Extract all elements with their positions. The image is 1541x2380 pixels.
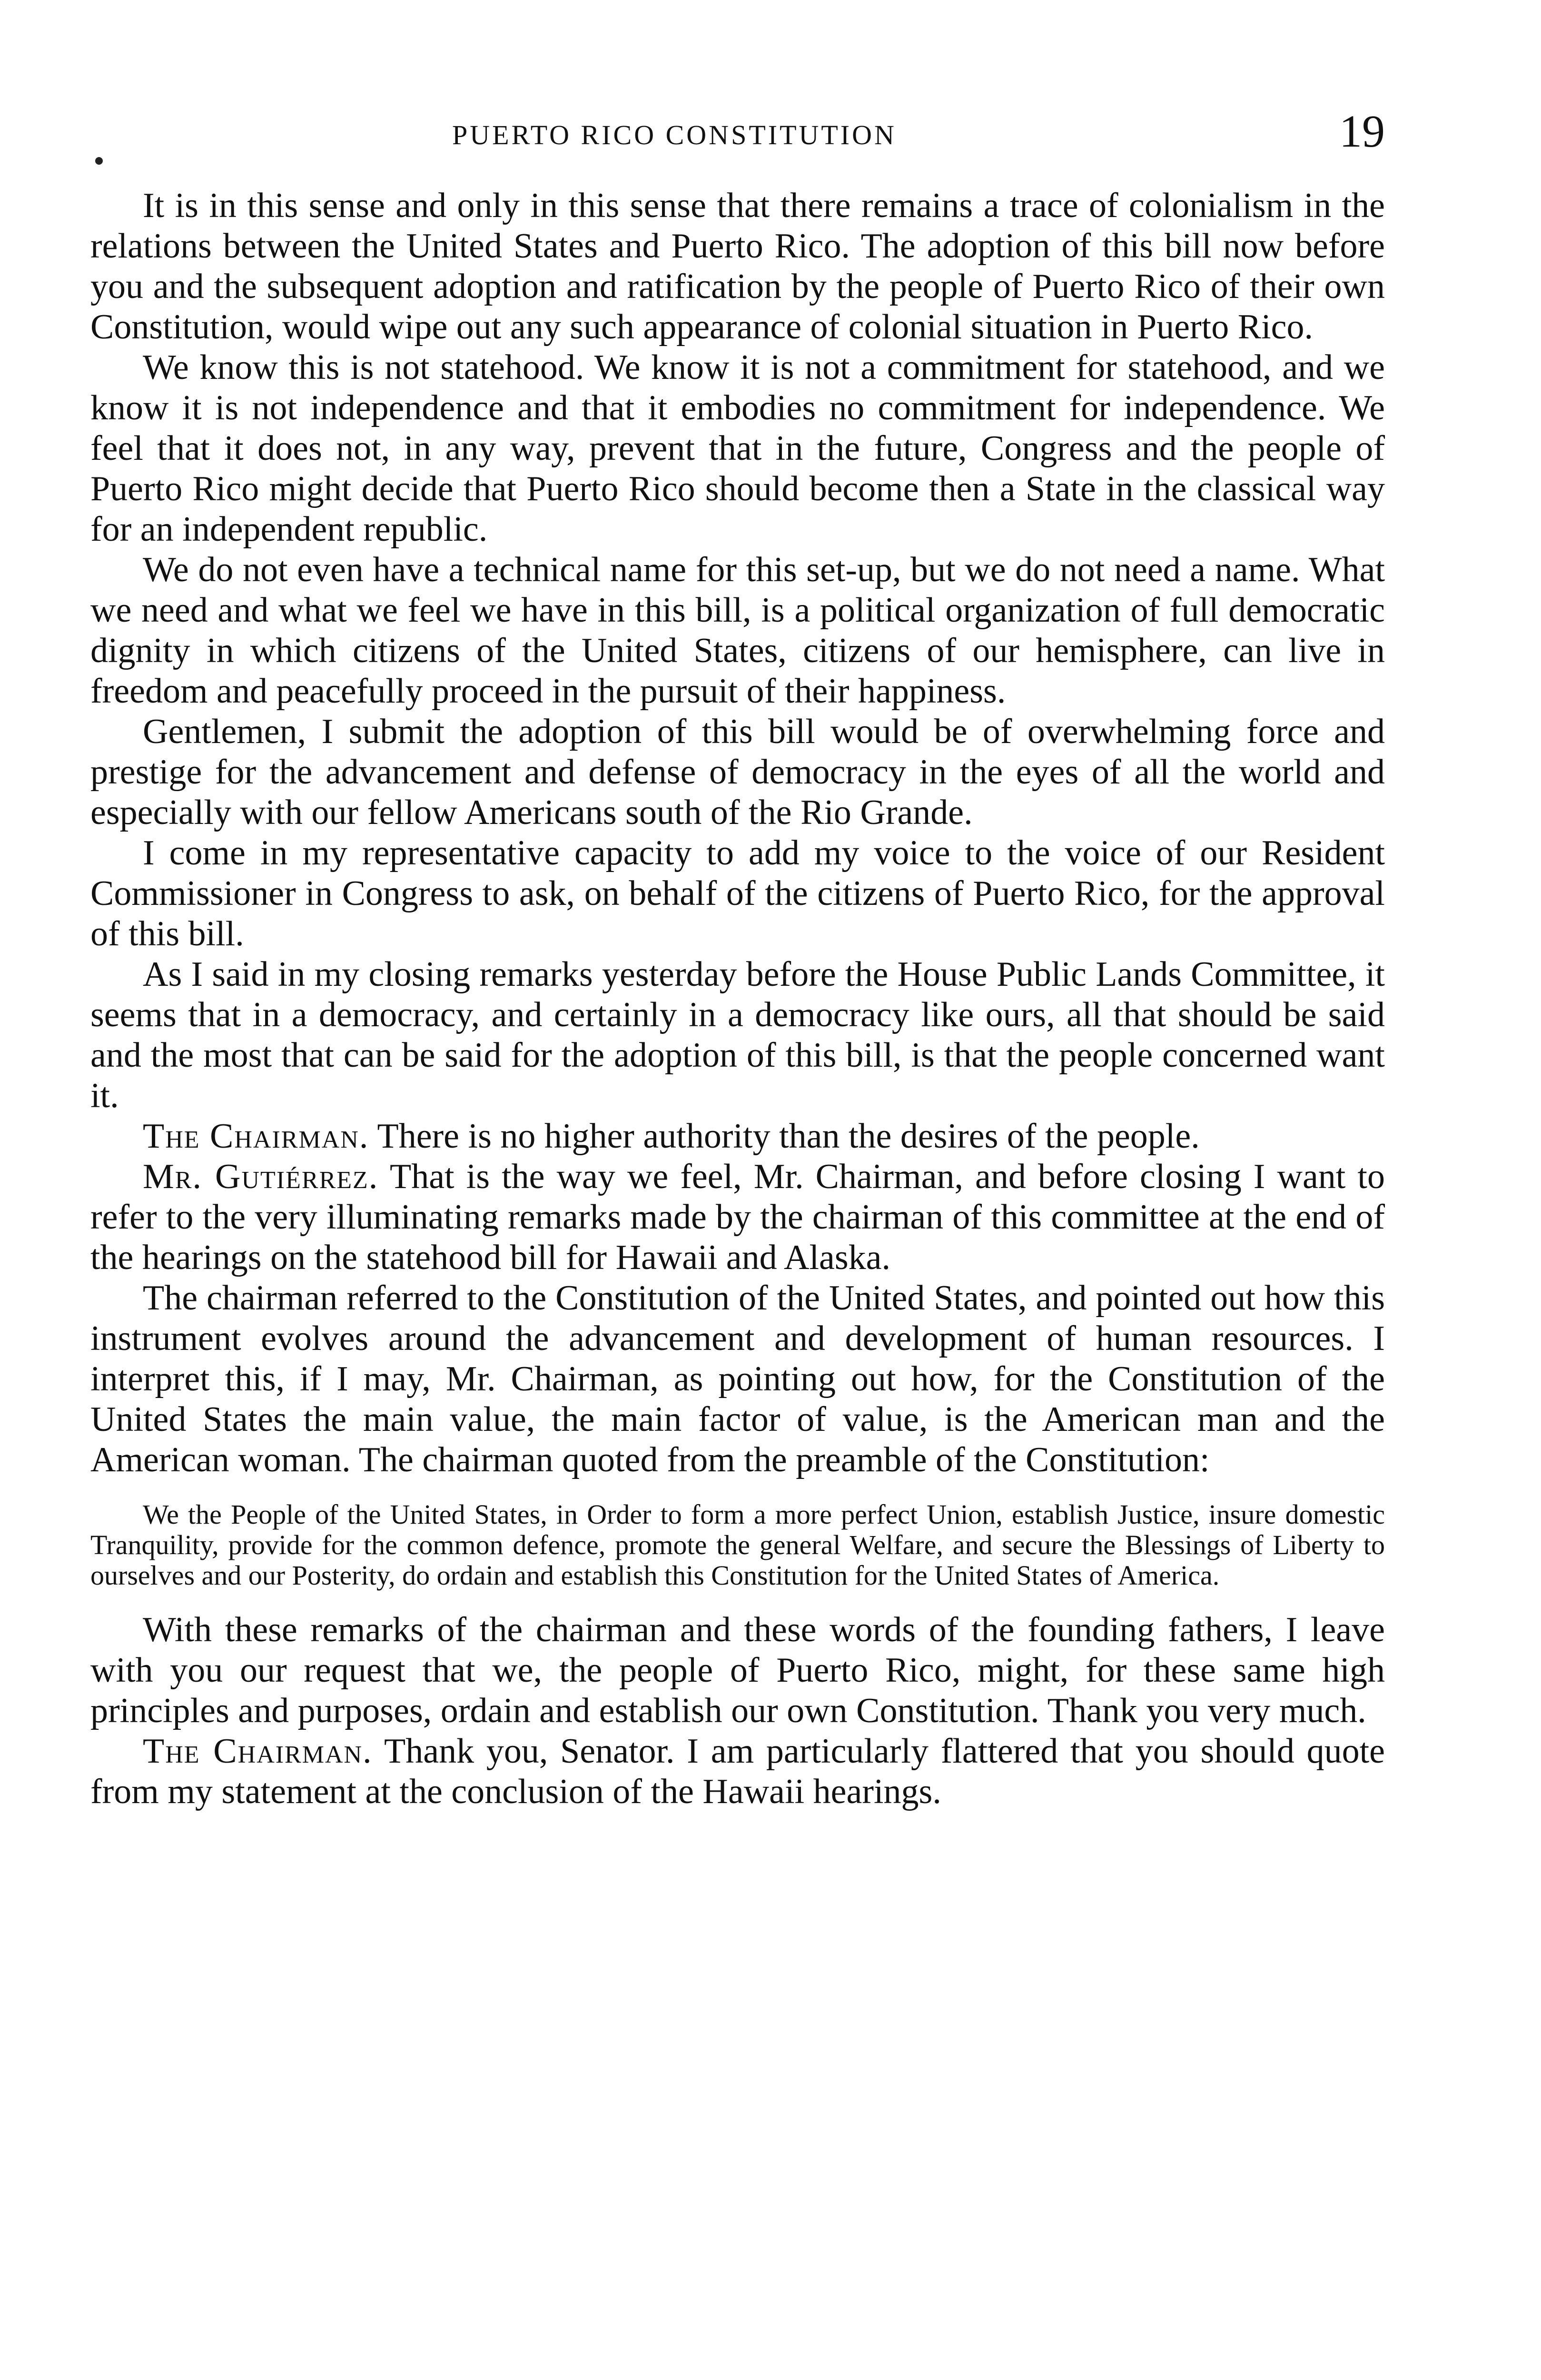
preamble-quote: We the People of the United States, in Order to form a more perfect Union, establish Justice, insure domestic Tranquility, provide for the common defence, promote the general Welfare, and secure the Blessings of Liberty to ourselves and our Posterity, do ordain and establish this Constitution for the United States of America. xyxy=(90,1499,1385,1591)
stray-mark xyxy=(95,157,103,165)
paragraph-1: It is in this sense and only in this sense that there remains a trace of colonialism in the relations between the United States and Puerto Rico. The adoption of this bill now before you and the subsequent adoption and ratification by the people of Puerto Rico of their own Constitution, would wipe out any such appearance of colonial situation in Puerto Rico. xyxy=(90,186,1385,347)
speaker-chairman-2: The Chairman. xyxy=(143,1732,373,1771)
paragraph-7 xyxy=(90,1116,1385,1157)
paragraph-9: The chairman referred to the Constitution of the United States, and pointed out how this instrument evolves around the advancement and development of human resources. I interpret this, if I may, Mr. Chairman, as pointing out how, for the Constitution of the United States the main value, the main factor of value, is the American man and the American woman. The chairman quoted from the preamble of the Constitution: xyxy=(90,1279,1385,1479)
paragraph-11 xyxy=(90,1731,1385,1812)
paragraph-6: As I said in my closing remarks yesterday before the House Public Lands Committee, it seems that in a democracy, and certainly in a democracy like ours, all that should be said and the most that can be said for the adoption of this bill, is that the people concerned want it. xyxy=(90,955,1385,1115)
speaker-chairman: The Chairman. xyxy=(143,1117,369,1156)
paragraph-11-text: Thank you, Senator. I am particularly flattered that you should quote from my statement at the conclusion of the Hawaii hearings. xyxy=(90,1732,1385,1811)
paragraph-4: Gentlemen, I submit the adoption of this bill would be of overwhelming force and prestige for the advancement and defense of democracy in the eyes of all the world and especially with our fellow Americans south of the Rio Grande. xyxy=(90,712,1385,832)
page-number: 19 xyxy=(1339,106,1385,157)
paragraph-10: With these remarks of the chairman and these words of the founding fathers, I leave with you our request that we, the people of Puerto Rico, might, for these same high principles and purposes, ordain and establish our own Constitution. Thank you very much. xyxy=(90,1610,1385,1730)
paragraph-3: We do not even have a technical name for this set-up, but we do not need a name. What we need and what we feel we have in this bill, is a political organization of full democratic dignity in which citizens of the United States, citizens of our hemisphere, can live in freedom and peacefully proceed in the pursuit of their happiness. xyxy=(90,550,1385,711)
paragraph-8 xyxy=(90,1157,1385,1278)
paragraph-7-text: There is no higher authority than the desires of the people. xyxy=(369,1117,1200,1156)
paragraph-8-text: That is the way we feel, Mr. Chairman, and before closing I want to refer to the very illuminating remarks made by the chairman of this committee at the end of the hearings on the statehood bill for Hawaii and Alaska. xyxy=(90,1157,1385,1277)
speaker-gutierrez: Mr. Gutiérrez. xyxy=(143,1157,379,1196)
body-text xyxy=(90,186,1385,1812)
running-head: PUERTO RICO CONSTITUTION xyxy=(452,119,897,150)
page-header xyxy=(90,100,1385,162)
paragraph-2: We know this is not statehood. We know it is not a commitment for statehood, and we know it is not independence and that it embodies no commitment for independence. We feel that it does not, in any way, prevent that in the future, Congress and the people of Puerto Rico might decide that Puerto Rico should become then a State in the classical way for an independent republic. xyxy=(90,348,1385,549)
document-page xyxy=(90,100,1385,1812)
paragraph-5: I come in my representative capacity to add my voice to the voice of our Resident Commissioner in Congress to ask, on behalf of the citizens of Puerto Rico, for the approval of this bill. xyxy=(90,833,1385,953)
